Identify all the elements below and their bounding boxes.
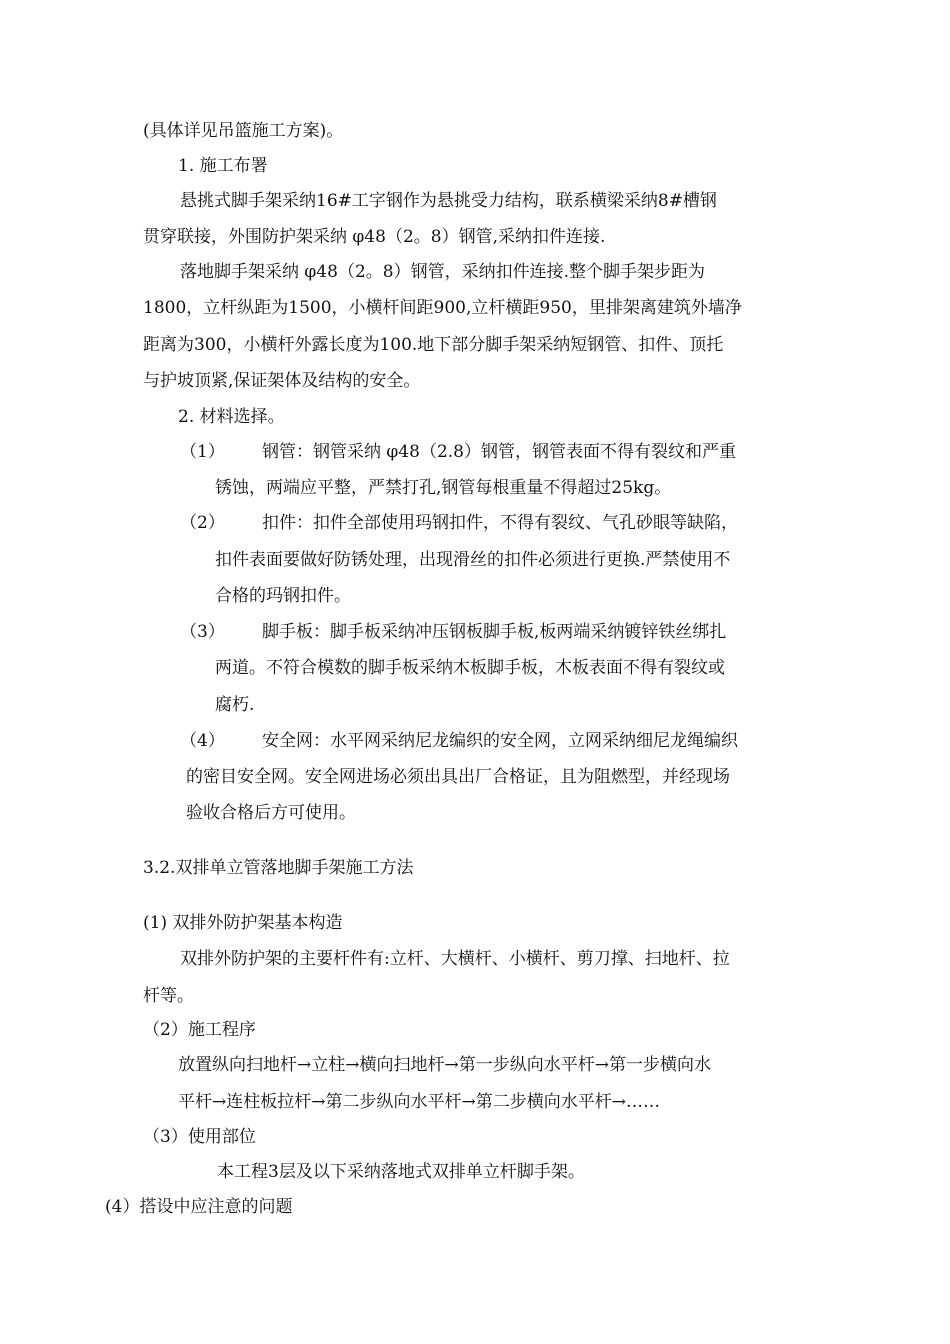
list-item-number: （4） (180, 731, 225, 751)
list-item-text: 的密目安全网。安全网进场必须出具出厂合格证，且为阻燃型，并经现场 (186, 767, 730, 787)
section-title-materials: 2. 材料选择。 (178, 407, 285, 427)
intro-line: (具体详见吊篮施工方案)。 (143, 121, 344, 141)
list-item-text: 腐朽. (215, 695, 255, 715)
list-item-number: （2） (180, 513, 225, 533)
list-item (180, 444, 736, 461)
list-item-text: 钢管：钢管采纳 φ48（2.8）钢管，钢管表面不得有裂纹和严重 (262, 442, 736, 462)
list-item-text: 脚手板：脚手板采纳冲压钢板脚手板,板两端采纳镀锌铁丝绑扎 (262, 622, 727, 642)
list-item-number: （3） (180, 622, 225, 642)
section-title-layout: 1. 施工布署 (178, 156, 268, 176)
paragraph-line: 本工程3层及以下采纳落地式双排单立杆脚手架。 (217, 1162, 585, 1182)
section-title-method: 3.2.双排单立管落地脚手架施工方法 (143, 858, 414, 878)
paragraph-line: 落地脚手架采纳 φ48（2。8）钢管，采纳扣件连接.整个脚手架步距为 (180, 262, 705, 282)
paragraph-line: 1800，立杆纵距为1500，小横杆间距900,立杆横距950，里排架离建筑外墙净 (143, 298, 742, 318)
list-item-text: 验收合格后方可使用。 (186, 803, 356, 823)
subsection-title: (1) 双排外防护架基本构造 (143, 913, 343, 933)
paragraph-line: 平杆→连柱板拉杆→第二步纵向水平杆→第二步横向水平杆→…… (178, 1092, 660, 1112)
list-item-text: 两道。不符合模数的脚手板采纳木板脚手板，木板表面不得有裂纹或 (215, 658, 725, 678)
list-item-number: （1） (180, 442, 225, 462)
list-item-text: 安全网：水平网采纳尼龙编织的安全网，立网采纳细尼龙绳编织 (262, 731, 738, 751)
list-item (180, 733, 738, 750)
paragraph-line: 距离为300，小横杆外露长度为100.地下部分脚手架采纳短钢管、扣件、顶托 (143, 335, 724, 355)
subsection-title: （2）施工程序 (143, 1020, 256, 1040)
subsection-title: (4）搭设中应注意的问题 (105, 1197, 293, 1217)
list-item (180, 515, 738, 532)
paragraph-line: 贯穿联接，外围防护架采纳 φ48（2。8）钢管,采纳扣件连接. (143, 227, 606, 247)
list-item-text: 合格的玛钢扣件。 (215, 586, 351, 606)
list-item-text: 扣件：扣件全部使用玛钢扣件，不得有裂纹、气孔砂眼等缺陷， (262, 513, 738, 533)
subsection-title: （3）使用部位 (143, 1127, 256, 1147)
paragraph-line: 与护坡顶紧,保证架体及结构的安全。 (143, 371, 421, 391)
list-item-text: 锈蚀，两端应平整，严禁打孔,钢管每根重量不得超过25kg。 (215, 478, 672, 498)
paragraph-line: 放置纵向扫地杆→立柱→横向扫地杆→第一步纵向水平杆→第一步横向水 (178, 1055, 711, 1075)
list-item-text: 扣件表面要做好防锈处理，出现滑丝的扣件必须进行更换.严禁使用不 (215, 550, 731, 570)
list-item (180, 624, 726, 641)
paragraph-line: 杆等。 (143, 986, 194, 1006)
paragraph-line: 双排外防护架的主要杆件有:立杆、大横杆、小横杆、剪刀撑、扫地杆、拉 (180, 949, 730, 969)
paragraph-line: 悬挑式脚手架采纳16#工字钢作为悬挑受力结构，联系横梁采纳8#槽钢 (180, 191, 717, 211)
